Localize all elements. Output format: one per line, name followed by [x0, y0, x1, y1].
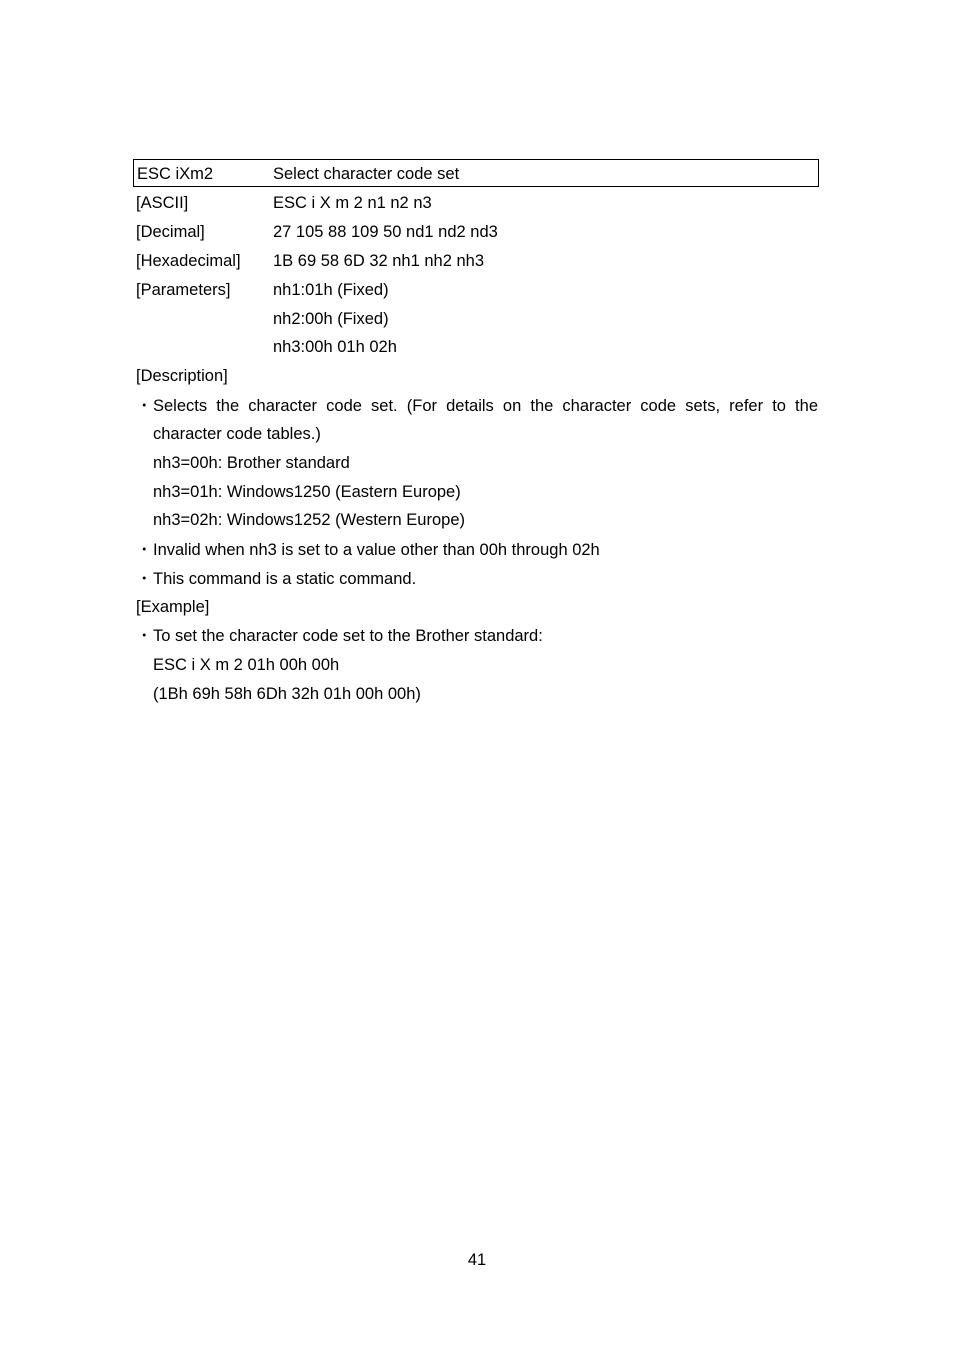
field-value: ESC i X m 2 n1 n2 n3 — [273, 194, 432, 212]
command-title: Select character code set — [273, 165, 460, 183]
bullet-dot-icon: ・ — [136, 541, 153, 559]
example-item: To set the character code set to the Brother standard: — [153, 627, 543, 645]
field-value: nh2:00h (Fixed) — [273, 310, 389, 328]
example-heading: [Example] — [136, 598, 210, 616]
example-bullet — [136, 625, 543, 647]
description-item-1-line-1: Selects the character code set. (For details on the character code sets, refer to the — [153, 397, 818, 415]
field-value: 27 105 88 109 50 nd1 nd2 nd3 — [273, 223, 498, 241]
description-option: nh3=01h: Windows1250 (Eastern Europe) — [153, 483, 461, 501]
bullet-dot-icon: ・ — [136, 627, 153, 645]
description-item-1-line-2: character code tables.) — [153, 425, 321, 443]
field-label: [Decimal] — [136, 223, 205, 241]
command-header-box — [133, 159, 819, 187]
description-bullet-2 — [136, 539, 600, 561]
field-value: nh1:01h (Fixed) — [273, 281, 389, 299]
description-item-2: Invalid when nh3 is set to a value other than 00h through 02h — [153, 541, 600, 559]
field-label: [Parameters] — [136, 281, 231, 299]
bullet-dot-icon: ・ — [136, 570, 153, 588]
field-value: 1B 69 58 6D 32 nh1 nh2 nh3 — [273, 252, 485, 270]
page-number: 41 — [467, 1251, 487, 1269]
bullet-dot-icon: ・ — [136, 397, 153, 415]
field-label: [Hexadecimal] — [136, 252, 241, 270]
description-option: nh3=00h: Brother standard — [153, 454, 350, 472]
description-bullet-1 — [136, 395, 153, 417]
example-hex: (1Bh 69h 58h 6Dh 32h 01h 00h 00h) — [153, 685, 421, 703]
description-bullet-3 — [136, 568, 416, 590]
example-command: ESC i X m 2 01h 00h 00h — [153, 656, 340, 674]
field-label: [ASCII] — [136, 194, 189, 212]
description-item-3: This command is a static command. — [153, 570, 417, 588]
description-heading: [Description] — [136, 367, 228, 385]
description-option: nh3=02h: Windows1252 (Western Europe) — [153, 511, 466, 529]
command-name: ESC iXm2 — [137, 165, 214, 183]
field-value: nh3:00h 01h 02h — [273, 338, 397, 356]
